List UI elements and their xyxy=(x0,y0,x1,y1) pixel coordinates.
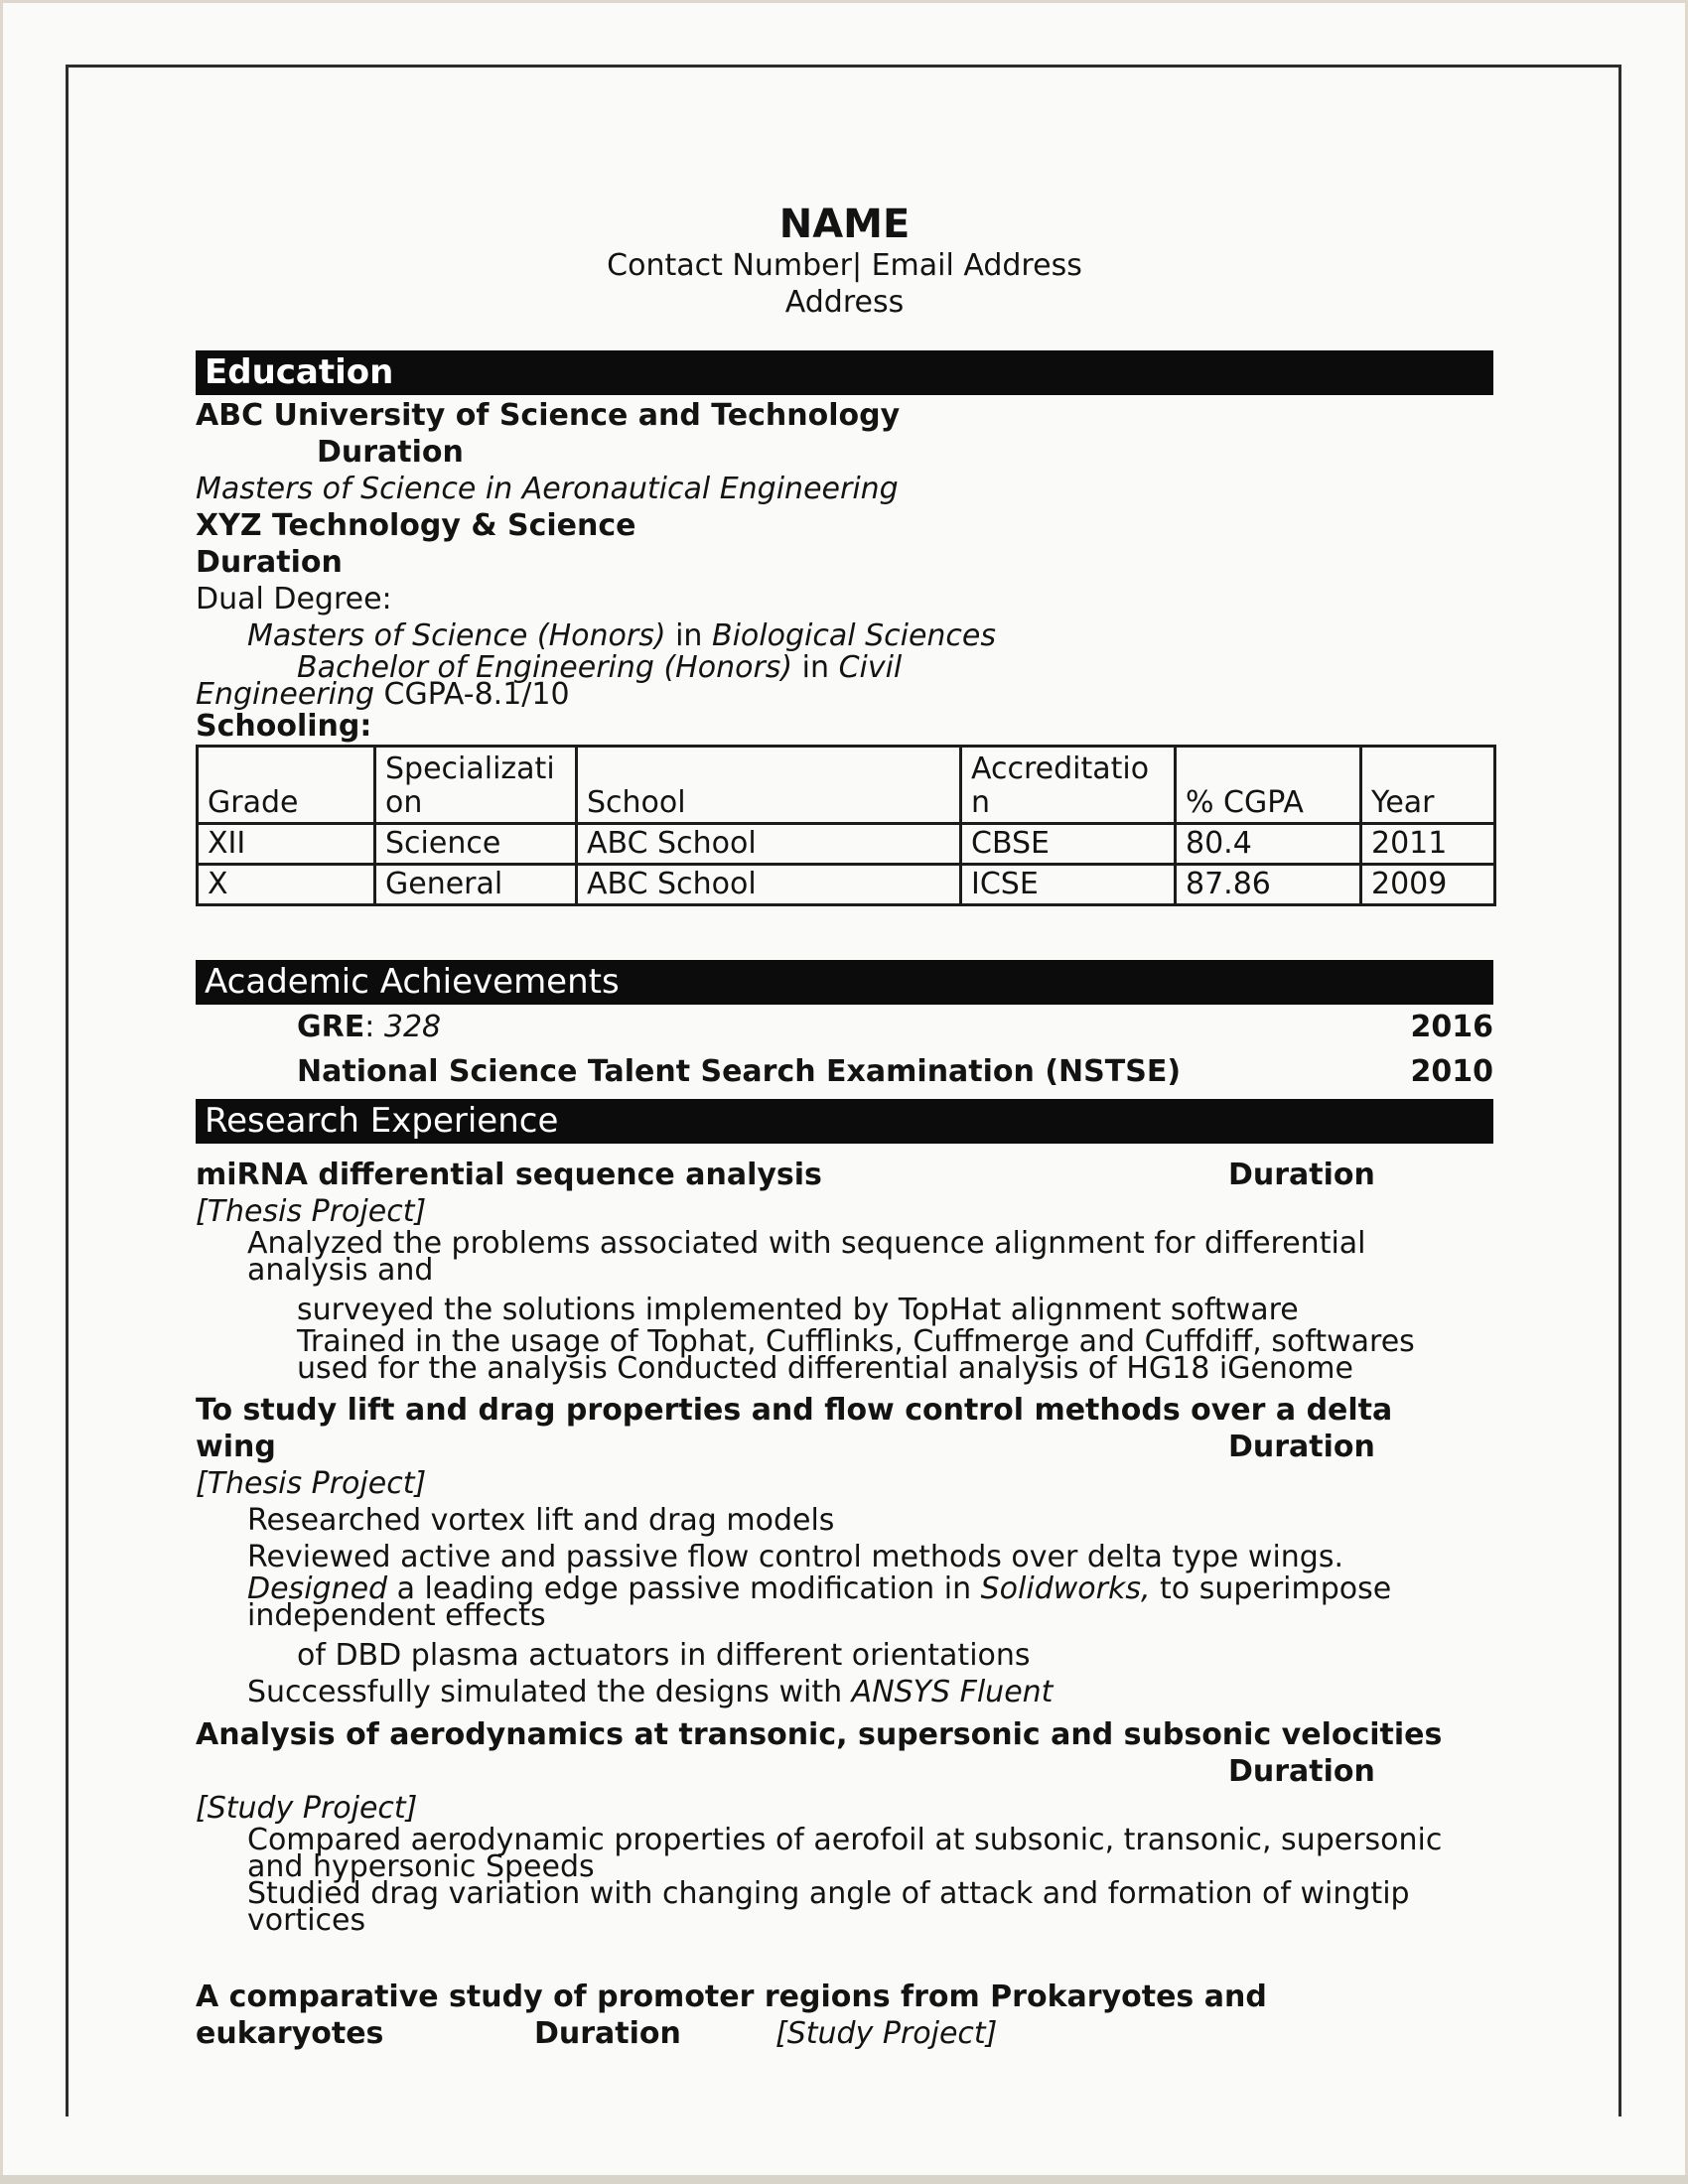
table-cell: 80.4 xyxy=(1176,824,1361,865)
schooling-label: Schooling: xyxy=(196,709,372,744)
project2-bullet-1: Researched vortex lift and drag models xyxy=(247,1503,835,1538)
project1-bullet-2: surveyed the solutions implemented by TopHat alignment software xyxy=(297,1293,1299,1327)
table-row xyxy=(198,865,1495,905)
achievement-gre: GRE: 328 xyxy=(297,1010,442,1044)
table-header-accreditation: Accreditation xyxy=(961,747,1176,824)
table-header-cgpa: % CGPA xyxy=(1176,747,1361,824)
bullet-line: Trained in the usage of Tophat, Cufflinks, Cuffmerge and Cuffdiff, softwares xyxy=(297,1324,1415,1359)
project1-bullet-1 xyxy=(196,1226,1493,1288)
education-degree-1: Masters of Science in Aeronautical Engineering xyxy=(196,472,899,506)
page-bottom-edge xyxy=(0,2175,1688,2184)
table-cell: XII xyxy=(198,824,375,865)
bullet-line: and hypersonic Speeds xyxy=(247,1849,595,1884)
dual-degree-1: Masters of Science (Honors) in Biological Sciences xyxy=(247,618,996,653)
bullet-line: Designed a leading edge passive modification in Solidworks, to superimpose xyxy=(247,1571,1392,1606)
project1-title-row xyxy=(196,1157,1493,1193)
achievement-nstse-row xyxy=(196,1053,1493,1090)
project4-title-line1: A comparative study of promoter regions from Prokaryotes and xyxy=(196,1979,1267,2014)
project2-tag: [Thesis Project] xyxy=(196,1466,427,1501)
table-cell: ABC School xyxy=(577,865,961,905)
bullet-line: vortices xyxy=(247,1903,366,1938)
table-cell: ABC School xyxy=(577,824,961,865)
project3-duration-row xyxy=(196,1753,1493,1790)
dual-degree-label: Dual Degree: xyxy=(196,582,392,616)
project1-bullet-3 xyxy=(196,1324,1493,1386)
table-cell: X xyxy=(198,865,375,905)
project4-tag: [Study Project] xyxy=(775,2016,998,2051)
project3-bullet-2 xyxy=(196,1876,1493,1938)
bullet-line: Compared aerodynamic properties of aerofoil at subsonic, transonic, supersonic xyxy=(247,1823,1443,1857)
bullet-line: analysis and xyxy=(247,1253,434,1288)
bullet-line: used for the analysis Conducted differential analysis of HG18 iGenome xyxy=(297,1351,1353,1386)
section-banner-research: Research Experience xyxy=(196,1099,1493,1144)
resume-content xyxy=(196,202,1493,2052)
table-cell: 2009 xyxy=(1361,865,1495,905)
project2-bullet-5: Successfully simulated the designs with ANSYS Fluent xyxy=(247,1675,1054,1709)
project3-duration: Duration xyxy=(1228,1754,1375,1789)
achievement-nstse-year: 2010 xyxy=(1410,1054,1493,1089)
education-institution-2: XYZ Technology & Science xyxy=(196,508,636,543)
table-cell: 87.86 xyxy=(1176,865,1361,905)
project2-title-line1: To study lift and drag properties and flow control methods over a delta xyxy=(196,1393,1393,1428)
dual-degree-2 xyxy=(196,650,1493,712)
name-heading: NAME xyxy=(778,202,911,247)
bullet-line: Studied drag variation with changing angle of attack and formation of wingtip xyxy=(247,1876,1410,1911)
schooling-table xyxy=(196,745,1496,906)
section-banner-achievements: Academic Achievements xyxy=(196,960,1493,1005)
project2-bullet-4: of DBD plasma actuators in different orientations xyxy=(297,1638,1031,1673)
project2-bullet-3 xyxy=(196,1571,1493,1633)
table-cell: Science xyxy=(375,824,577,865)
table-header-row xyxy=(198,747,1495,824)
table-row xyxy=(198,824,1495,865)
project1-tag: [Thesis Project] xyxy=(196,1194,427,1229)
table-header-year: Year xyxy=(1361,747,1495,824)
table-cell: 2011 xyxy=(1361,824,1495,865)
project2-title-line2: wing xyxy=(196,1430,276,1464)
project2-title-row2 xyxy=(196,1429,1493,1465)
address-line: Address xyxy=(784,285,905,320)
dual-degree-2-line-1: Bachelor of Engineering (Honors) in Civil xyxy=(297,650,903,685)
project2-duration: Duration xyxy=(1228,1430,1375,1464)
table-header-specialization: Specialization xyxy=(375,747,577,824)
achievement-gre-row xyxy=(196,1009,1493,1045)
bullet-line: Analyzed the problems associated with sequence alignment for differential xyxy=(247,1226,1366,1261)
project3-bullet-1 xyxy=(196,1823,1493,1884)
contact-line: Contact Number| Email Address xyxy=(607,248,1082,283)
table-header-school: School xyxy=(577,747,961,824)
table-cell: General xyxy=(375,865,577,905)
education-institution-1: ABC University of Science and Technology xyxy=(196,398,901,433)
project4-duration: Duration xyxy=(534,2016,681,2051)
project1-title: miRNA differential sequence analysis xyxy=(196,1158,822,1192)
education-duration-1: Duration xyxy=(317,435,464,470)
section-banner-education: Education xyxy=(196,350,1493,395)
bullet-line: independent effects xyxy=(247,1598,546,1633)
project3-title: Analysis of aerodynamics at transonic, supersonic and subsonic velocities xyxy=(196,1717,1443,1752)
table-cell: CBSE xyxy=(961,824,1176,865)
dual-degree-2-line-2: Engineering CGPA-8.1/10 xyxy=(196,677,570,712)
achievement-nstse: National Science Talent Search Examination (NSTSE) xyxy=(297,1054,1182,1089)
project4-title-row2 xyxy=(196,2015,1493,2052)
project1-duration: Duration xyxy=(1228,1158,1375,1192)
project4-title-line2: eukaryotes xyxy=(196,2016,384,2051)
project3-tag: [Study Project] xyxy=(196,1791,418,1826)
achievement-gre-year: 2016 xyxy=(1410,1010,1493,1044)
table-header-grade: Grade xyxy=(198,747,375,824)
table-cell: ICSE xyxy=(961,865,1176,905)
education-duration-2: Duration xyxy=(196,545,343,580)
project2-bullet-2: Reviewed active and passive flow control methods over delta type wings. xyxy=(247,1540,1344,1574)
